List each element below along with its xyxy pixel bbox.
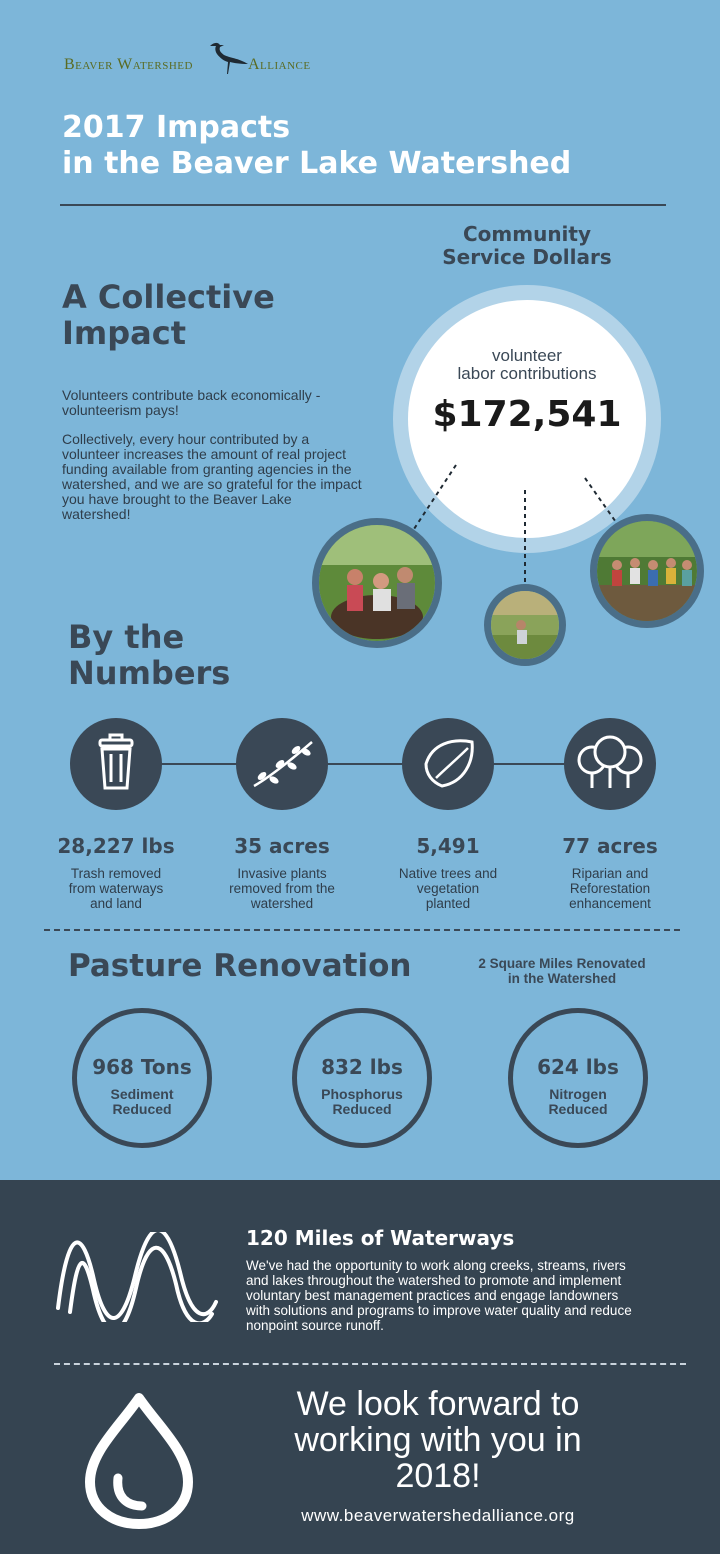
pasture-label <box>513 1087 643 1117</box>
pasture-label-line: Reduced <box>112 1101 172 1117</box>
stat-icon-circle-leaf <box>402 718 494 810</box>
pasture-label <box>77 1087 207 1117</box>
pasture-label-line: Sediment <box>110 1086 174 1102</box>
stats-connector-line <box>116 763 612 765</box>
stat-label-line: watershed <box>250 896 314 911</box>
pasture-ring-sediment <box>72 1008 212 1148</box>
stat-label-line: removed from the <box>229 881 335 896</box>
leaf-icon <box>402 718 494 810</box>
volunteer-photo-1 <box>312 518 442 648</box>
wave-icon <box>52 1232 222 1322</box>
numbers-heading-line1: By the <box>68 618 185 656</box>
volunteer-photo-2 <box>484 584 566 666</box>
pasture-label-line: Phosphorus <box>321 1086 403 1102</box>
pasture-note-line2: in the Watershed <box>507 971 617 986</box>
closing-line2: working with you in <box>294 1421 582 1459</box>
stat-label-line: Native trees and <box>398 866 498 881</box>
stat-icon-circle-trash <box>70 718 162 810</box>
logo-text-left: Beaver Watershed <box>64 56 193 73</box>
pasture-label-line: Nitrogen <box>549 1086 607 1102</box>
stat-label-line: vegetation <box>416 881 480 896</box>
pasture-value: 624 lbs <box>537 1055 619 1079</box>
numbers-divider <box>44 929 680 931</box>
trees-icon <box>564 718 656 810</box>
stat-label-line: Invasive plants <box>237 866 327 881</box>
stat-label-riparian <box>530 866 690 911</box>
stat-value-trash: 28,227 lbs <box>57 834 175 858</box>
waterways-body <box>246 1258 632 1333</box>
stat-label-invasive <box>202 866 362 911</box>
pasture-ring-nitrogen <box>508 1008 648 1148</box>
stat-label-trees <box>368 866 528 911</box>
community-amount: $172,541 <box>432 394 622 435</box>
trash-can-icon <box>70 718 162 810</box>
waterways-body-line: with solutions and programs to improve water quality and reduce <box>246 1303 632 1318</box>
waterways-body-line: nonpoint source runoff. <box>246 1318 384 1333</box>
community-heading-line2: Service Dollars <box>442 245 612 269</box>
waterways-body-line: We've had the opportunity to work along creeks, streams, rivers <box>246 1258 626 1273</box>
stat-label-line: enhancement <box>569 896 651 911</box>
stat-value-riparian: 77 acres <box>562 834 658 858</box>
pasture-label-line: Reduced <box>548 1101 608 1117</box>
vine-branch-icon <box>236 718 328 810</box>
pasture-value: 832 lbs <box>321 1055 403 1079</box>
stat-label-line: and land <box>90 896 142 911</box>
stat-icon-circle-trees <box>564 718 656 810</box>
stat-label-line: from waterways <box>68 881 164 896</box>
pasture-label-line: Reduced <box>332 1101 392 1117</box>
logo-text-right: Alliance <box>248 56 311 73</box>
closing-line1: We look forward to <box>296 1385 580 1423</box>
waterways-heading: 120 Miles of Waterways <box>246 1226 515 1250</box>
waterways-body-line: voluntary best management practices and engage landowners <box>246 1288 619 1303</box>
stat-value-trees: 5,491 <box>416 834 480 858</box>
stat-label-line: Reforestation <box>569 881 651 896</box>
pasture-ring-phosphorus <box>292 1008 432 1148</box>
page-title-line1: 2017 Impacts <box>62 110 291 145</box>
volunteer-photo-3 <box>590 514 704 628</box>
stat-value-invasive: 35 acres <box>234 834 330 858</box>
page-title-line2: in the Beaver Lake Watershed <box>62 146 572 181</box>
community-heading-line1: Community <box>462 222 592 246</box>
community-caption-line1: volunteer <box>492 346 562 365</box>
pasture-value: 968 Tons <box>92 1055 192 1079</box>
pasture-label <box>297 1087 427 1117</box>
stat-icon-circle-vine <box>236 718 328 810</box>
water-drop-icon <box>80 1390 198 1530</box>
waterways-body-line: and lakes throughout the watershed to promote and implement <box>246 1273 622 1288</box>
closing-line3: 2018! <box>395 1457 481 1495</box>
stat-label-line: Riparian and <box>571 866 649 881</box>
collective-heading-line1: A Collective <box>62 278 275 316</box>
stat-label-line: planted <box>425 896 471 911</box>
footer-divider <box>54 1363 686 1365</box>
numbers-heading-line2: Numbers <box>68 654 231 692</box>
website-url[interactable]: www.beaverwatershedalliance.org <box>301 1506 575 1525</box>
stat-label-line: Trash removed <box>70 866 162 881</box>
pasture-note-line1: 2 Square Miles Renovated <box>478 956 646 971</box>
collective-heading-line2: Impact <box>62 314 187 352</box>
collective-paragraph-2: Collectively, every hour contributed by a volunteer increases the amount of real project funding available from granting agencies in the watershed, and we are so grateful for the impact you have brought to the Beaver Lake watershed! <box>62 431 362 522</box>
stat-label-trash <box>36 866 196 911</box>
collective-paragraph-1: Volunteers contribute back economically - volunteerism pays! <box>62 387 321 418</box>
community-caption-line2: labor contributions <box>457 364 597 383</box>
pasture-heading: Pasture Renovation <box>68 948 412 984</box>
